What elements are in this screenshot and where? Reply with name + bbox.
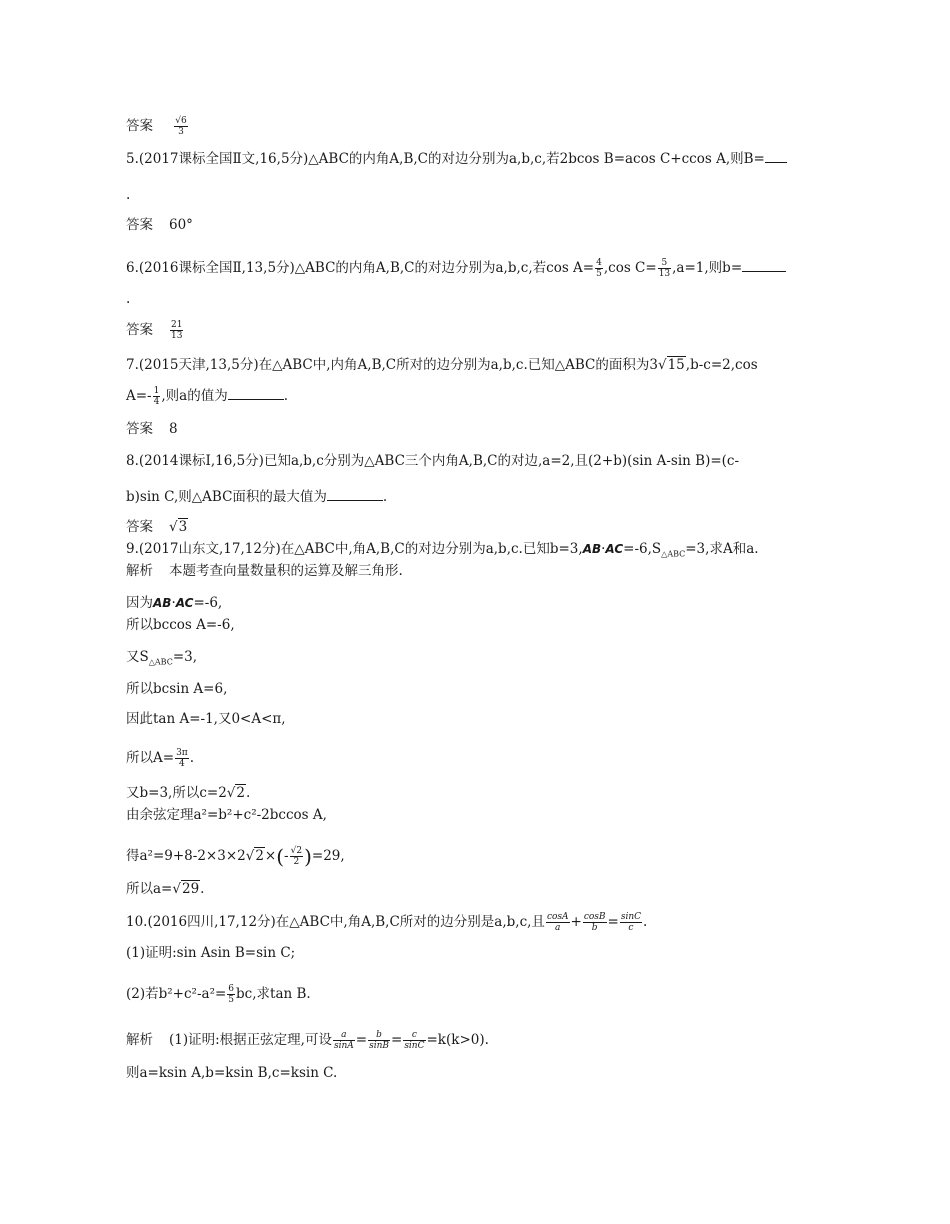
solution-9-step-6: 所以A= $\frac{3\pi}{4}$ . [126, 748, 195, 769]
question-9: 9.(2017山东文,17,12分)在△ABC中,角A,B,C的对边分别为a,b,c.已知$b=3,AB\cdot AC=-6,S_{\triangle ABC}=3$,求A和a. [126, 541, 759, 559]
answer-blank [765, 150, 787, 163]
solution-9-step-9: 得a²=9+8-2×3×2√2×(- $\frac{√2}{2}$ )=29, [126, 844, 345, 869]
question-5-end: . [126, 187, 131, 203]
question-10-part-1: (1)证明:sin Asin B=sin C; [126, 945, 296, 961]
sqrt: √2 [226, 785, 245, 801]
solution-9-step-8: 由余弦定理a²=b²+c²-2bccos A, [126, 807, 327, 823]
fraction: $\frac{5}{13}$ [658, 258, 671, 279]
sqrt: √29 [172, 881, 200, 897]
fraction: $\frac{b}{\sin B}$ [369, 1030, 389, 1051]
question-6-end: . [126, 291, 131, 307]
solution-9-intro: 解析 本题考查向量数量积的运算及解三角形. [126, 563, 403, 579]
fraction: $\frac{4}{5}$ [596, 258, 602, 279]
answer-fraction: $\frac{√6}{3}$ [175, 116, 187, 137]
fraction: $\frac{\cos B}{b}$ [583, 912, 606, 933]
question-7: 7.(2015天津,13,5分)在△ABC中,内角A,B,C所对的边分别为a,b,c.已知△ABC的面积为3√15,b-c=2,cos [126, 357, 758, 373]
answer-6 [126, 320, 184, 341]
question-8: 8.(2014课标Ⅰ,16,5分)已知a,b,c分别为△ABC三个内角A,B,C的对边,a=2,且(2+b)(sin A-sin B)=(c- [126, 453, 740, 469]
solution-9-step-5: 因此tan A=-1,又0<A<π, [126, 711, 286, 727]
solution-9-step-2: 所以bccos A=-6, [126, 617, 235, 633]
fraction: $\frac{3\pi}{4}$ [176, 748, 188, 769]
sqrt: √2 [245, 848, 264, 864]
answer-fraction: $\frac{21}{13}$ [171, 320, 183, 341]
sqrt: √3 [169, 519, 188, 535]
answer-blank [742, 259, 786, 272]
vector-ac: AC [175, 596, 194, 610]
solution-10-line-2: 则a=ksin A,b=ksin B,c=ksin C. [126, 1065, 338, 1081]
solution-10: 解析 (1)证明:根据正弦定理,可设 $\frac{a}{\sin A}$ = $\frac{b}{\sin B}$ = $\frac{c}{\sin C}$ =k(k>0). [126, 1030, 489, 1051]
solution-9-step-4: 所以bcsin A=6, [126, 681, 228, 697]
answer-label: 答案 [126, 118, 153, 134]
fraction: $\frac{6}{5}$ [228, 984, 235, 1005]
answer-blank [228, 387, 284, 400]
question-8-line-2: b)sin C,则△ABC面积的最大值为 . [126, 489, 388, 505]
vector-ab: AB [582, 542, 602, 556]
fraction: $\frac{\sin C}{c}$ [620, 912, 642, 933]
answer-label: 答案 [126, 519, 153, 535]
solution-9-step-1: 因为AB·AC=-6, [126, 595, 223, 611]
question-10: 10.(2016四川,17,12分)在△ABC中,角A,B,C所对的边分别是a,b,c,且 $\frac{\cos A}{a}$ + $\frac{\cos B}{b}$ = $\frac{\sin C}{c}$ . [126, 912, 648, 933]
answer-value: 8 [169, 421, 178, 437]
question-6: 6.(2016课标全国Ⅱ,13,5分)△ABC的内角A,B,C的对边分别为a,b,c,若cos A= $\frac{4}{5}$ ,cos C= $\frac{5}{13}$ ,a=1,则b= [126, 258, 786, 279]
answer-label: 答案 [126, 217, 153, 233]
answer-label: 答案 [126, 322, 153, 338]
answer-4 [126, 116, 189, 137]
answer-5 [126, 216, 193, 234]
question-5: 5.(2017课标全国Ⅱ文,16,5分)△ABC的内角A,B,C的对边分别为a,b,c,若2bcos B=acos C+ccos A,则B= [126, 150, 787, 168]
answer-8 [126, 518, 188, 536]
question-10-part-2: (2)若b²+c²-a²= $\frac{6}{5}$ bc,求tan B. [126, 984, 311, 1005]
fraction: $\frac{c}{\sin C}$ [404, 1030, 425, 1051]
fraction: $\frac{a}{\sin A}$ [333, 1030, 354, 1051]
solution-9-step-10: 所以a=√29. [126, 881, 205, 897]
answer-label: 答案 [126, 421, 153, 437]
answer-7 [126, 420, 178, 438]
answer-blank [327, 488, 383, 501]
fraction: $\frac{\cos A}{a}$ [546, 912, 569, 933]
solution-9-step-7: 又b=3,所以c=2√2. [126, 785, 251, 801]
answer-value: 60° [169, 217, 193, 233]
vector-ab: AB [153, 596, 172, 610]
sqrt: √15 [657, 357, 685, 373]
solution-label: 解析 [126, 563, 153, 579]
fraction: $\frac{1}{4}$ [153, 386, 160, 407]
solution-label: 解析 [126, 1032, 153, 1048]
fraction: $\frac{√2}{2}$ [290, 846, 303, 867]
vector-ac: AC [605, 542, 624, 556]
question-7-line-2: A=- $\frac{1}{4}$ ,则a的值为 . [126, 386, 288, 407]
solution-9-step-3: 又$S_{\triangle ABC}=3$, [126, 649, 198, 667]
